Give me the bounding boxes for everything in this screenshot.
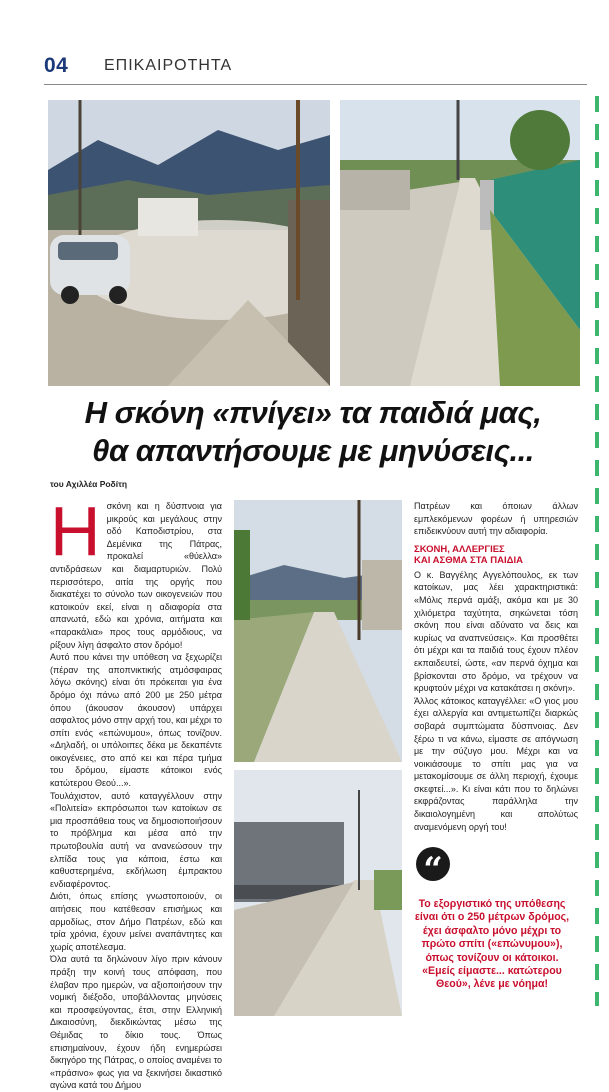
body-paragraph: Τουλάχιστον, αυτό καταγγέλλουν στην «Πολιτεία» εκπρόσωποι των κατοίκων σε μια προσπάθεια τους να δημοσιοποιήσουν το πρόβλημα και μέσα από την πρωτοβουλία αυτή να ανανεώσουν την ελπίδα τους για κάποια, έστω και καθυστερημένα, εκδήλωση έμπρακτου ενδιαφέροντος. xyxy=(50,790,222,889)
body-paragraph: Όλα αυτά τα δηλώνουν λίγο πριν κάνουν πράξη την κοινή τους απόφαση, που έλαβαν προ ημερών, να αξιοποιήσουν την νομική διέξοδο, υποβάλλοντας μηνύσεις και προσφεύγοντας, έτσι, στην Ελληνική Δικαιοσύνη, διεκδικώντας μέσω της Θέμιδας το δίκιο τους. Όπως επισημαίνουν, έχουν ήδη ενημερώσει δικηγόρο της Πάτρας, ο οποίος αναμένει το «πράσινο» φως για να ξεκινήσει δικαστικό αγώνα κατά του Δήμου xyxy=(50,954,222,1091)
subheading-line-2: ΚΑΙ ΑΣΘΜΑ ΣΤΑ ΠΑΙΔΙΑ xyxy=(414,555,523,567)
subheading-line-1: ΣΚΟΝΗ, ΑΛΛΕΡΓΙΕΣ xyxy=(414,543,505,555)
header-divider xyxy=(44,84,587,85)
body-column-left xyxy=(50,492,222,1092)
body-paragraph: Διότι, όπως επίσης γνωστοποιούν, οι αιτήσεις που κατέθεσαν επισήμως και αρμοδίως, στον Δήμο Πατρέων, εδώ και τρία χρόνια, έχουν μείνει αναπάντητες και χωρίς αποτέλεσμα. xyxy=(50,891,222,952)
drop-cap: Η xyxy=(50,492,101,570)
pull-quote: Το εξοργιστικό της υπόθεσης είναι ότι ο 250 μέτρων δρόμος, έχει άσφαλτο μόνο μέχρι το πρώτο σπίτι («επώνυμου»), όπως τονίζουν οι κάτοικοι. «Εμείς είμαστε... κατώτερου Θεού», λένε με νόημα! xyxy=(414,898,570,991)
page-number: 04 xyxy=(44,54,69,77)
photo-road-buildings xyxy=(234,770,402,1016)
body-paragraph: Πατρέων και όποιων άλλων εμπλεκόμενων φορέων ή υπηρεσιών επιδεικνύουν αυτή την αδιαφορία. xyxy=(414,501,578,537)
photo-dusty-road-car xyxy=(48,100,330,386)
author-byline: του Αχιλλέα Ροδίτη xyxy=(50,479,128,489)
headline-line-1: Η σκόνη «πνίγει» τα παιδιά μας, xyxy=(84,395,542,430)
body-paragraph: Ο κ. Βαγγέλης Αγγελόπουλος, εκ των κατοίκων, μας λέει χαρακτηριστικά: «Μόλις περνά αμάξι, ακόμα και με 30 χιλιόμετρα ταχύτητα, σηκώνεται τόση σκόνη που είναι αδύνατο να δεις και κυρίως να αναπνεύσεις». Και προσθέτει ότι μέχρι και τα παιδιά τους έχουν πλέον εκπαιδευτεί, ώστε, «αν περνά όχημα και βρίσκονται στο δρόμο, να τρέχουν να κρυφτούν μέχρι να κατακάτσει η σκόνη». xyxy=(414,569,578,694)
lead-paragraph-text: σκόνη και η δύσπνοια για μικρούς και μεγάλους στην οδό Καποδιστρίου, στα Δεμένικα της Πάτρας, προκαλεί «θύελλα» αντιδράσεων και διαμαρτυριών. Πολύ περισσότερο, αιτία της οργής που διακατέχει το σύνολο των οικογενειών που κατοικούν εκεί, είναι η αδιαφορία στα απανωτά, εδώ και χρόνια, αιτήματα και «παρακάλια» προς τους αρμόδιους, να ρίξουν λίγη άσφαλτο στον δρόμο! xyxy=(50,501,222,650)
article-headline xyxy=(48,394,578,470)
quote-icon: “ xyxy=(416,847,450,881)
subheading xyxy=(414,544,578,567)
photo-village-street xyxy=(234,500,402,762)
headline-line-2: θα απαντήσουμε με μηνύσεις... xyxy=(92,433,534,468)
body-paragraph: Αυτό που κάνει την υπόθεση να ξεχωρίζει (πέραν της αποπνικτικής ατμόσφαιρας λόγω σκόνης) είναι ότι πρόκειται για ένα δρόμο όχι πάνω από 200 με 250 μέτρα όπου (άκουσον άκουσον) υπάρχει ασφαλτος μόνο στην αρχή του, και μέχρι το σπίτι ενός «επώνυμου», όπως τονίζουν. «Δηλαδή, οι υπόλοιπες δέκα με δεκαπέντε οικογένειες, στο από κει και πέρα τμήμα του δρόμου, είμαστε κάτοικοι ενός κατώτερου Θεού...». xyxy=(50,652,222,789)
body-paragraph: Άλλος κάτοικος καταγγέλλει: «Ο γιος μου έχει αλλεργία και αντιμετωπίζει διαρκώς σοβαρά συμπτώματα δύσπνοιας. Δεν ξέρω τι να κάνω, είμαστε σε απόγνωση με την σύζυγο μου. Μέχρι και να νοικιάσουμε το σπίτι μας για να μετακομίσουμε σε άλλη περιοχή, έχουμε σκεφτεί...». Κι είναι κάτι που το δηλώνει εκφράζοντας παράλληλα την δικαιολογημένη και απολύτως αναμενόμενη οργή του! xyxy=(414,695,578,832)
photo-gravel-road-fence xyxy=(340,100,580,386)
page-edge-stripe xyxy=(595,96,599,1006)
section-title: ΕΠΙΚΑΙΡΟΤΗΤΑ xyxy=(104,57,233,74)
body-paragraph xyxy=(50,492,222,651)
body-column-right xyxy=(414,500,578,833)
